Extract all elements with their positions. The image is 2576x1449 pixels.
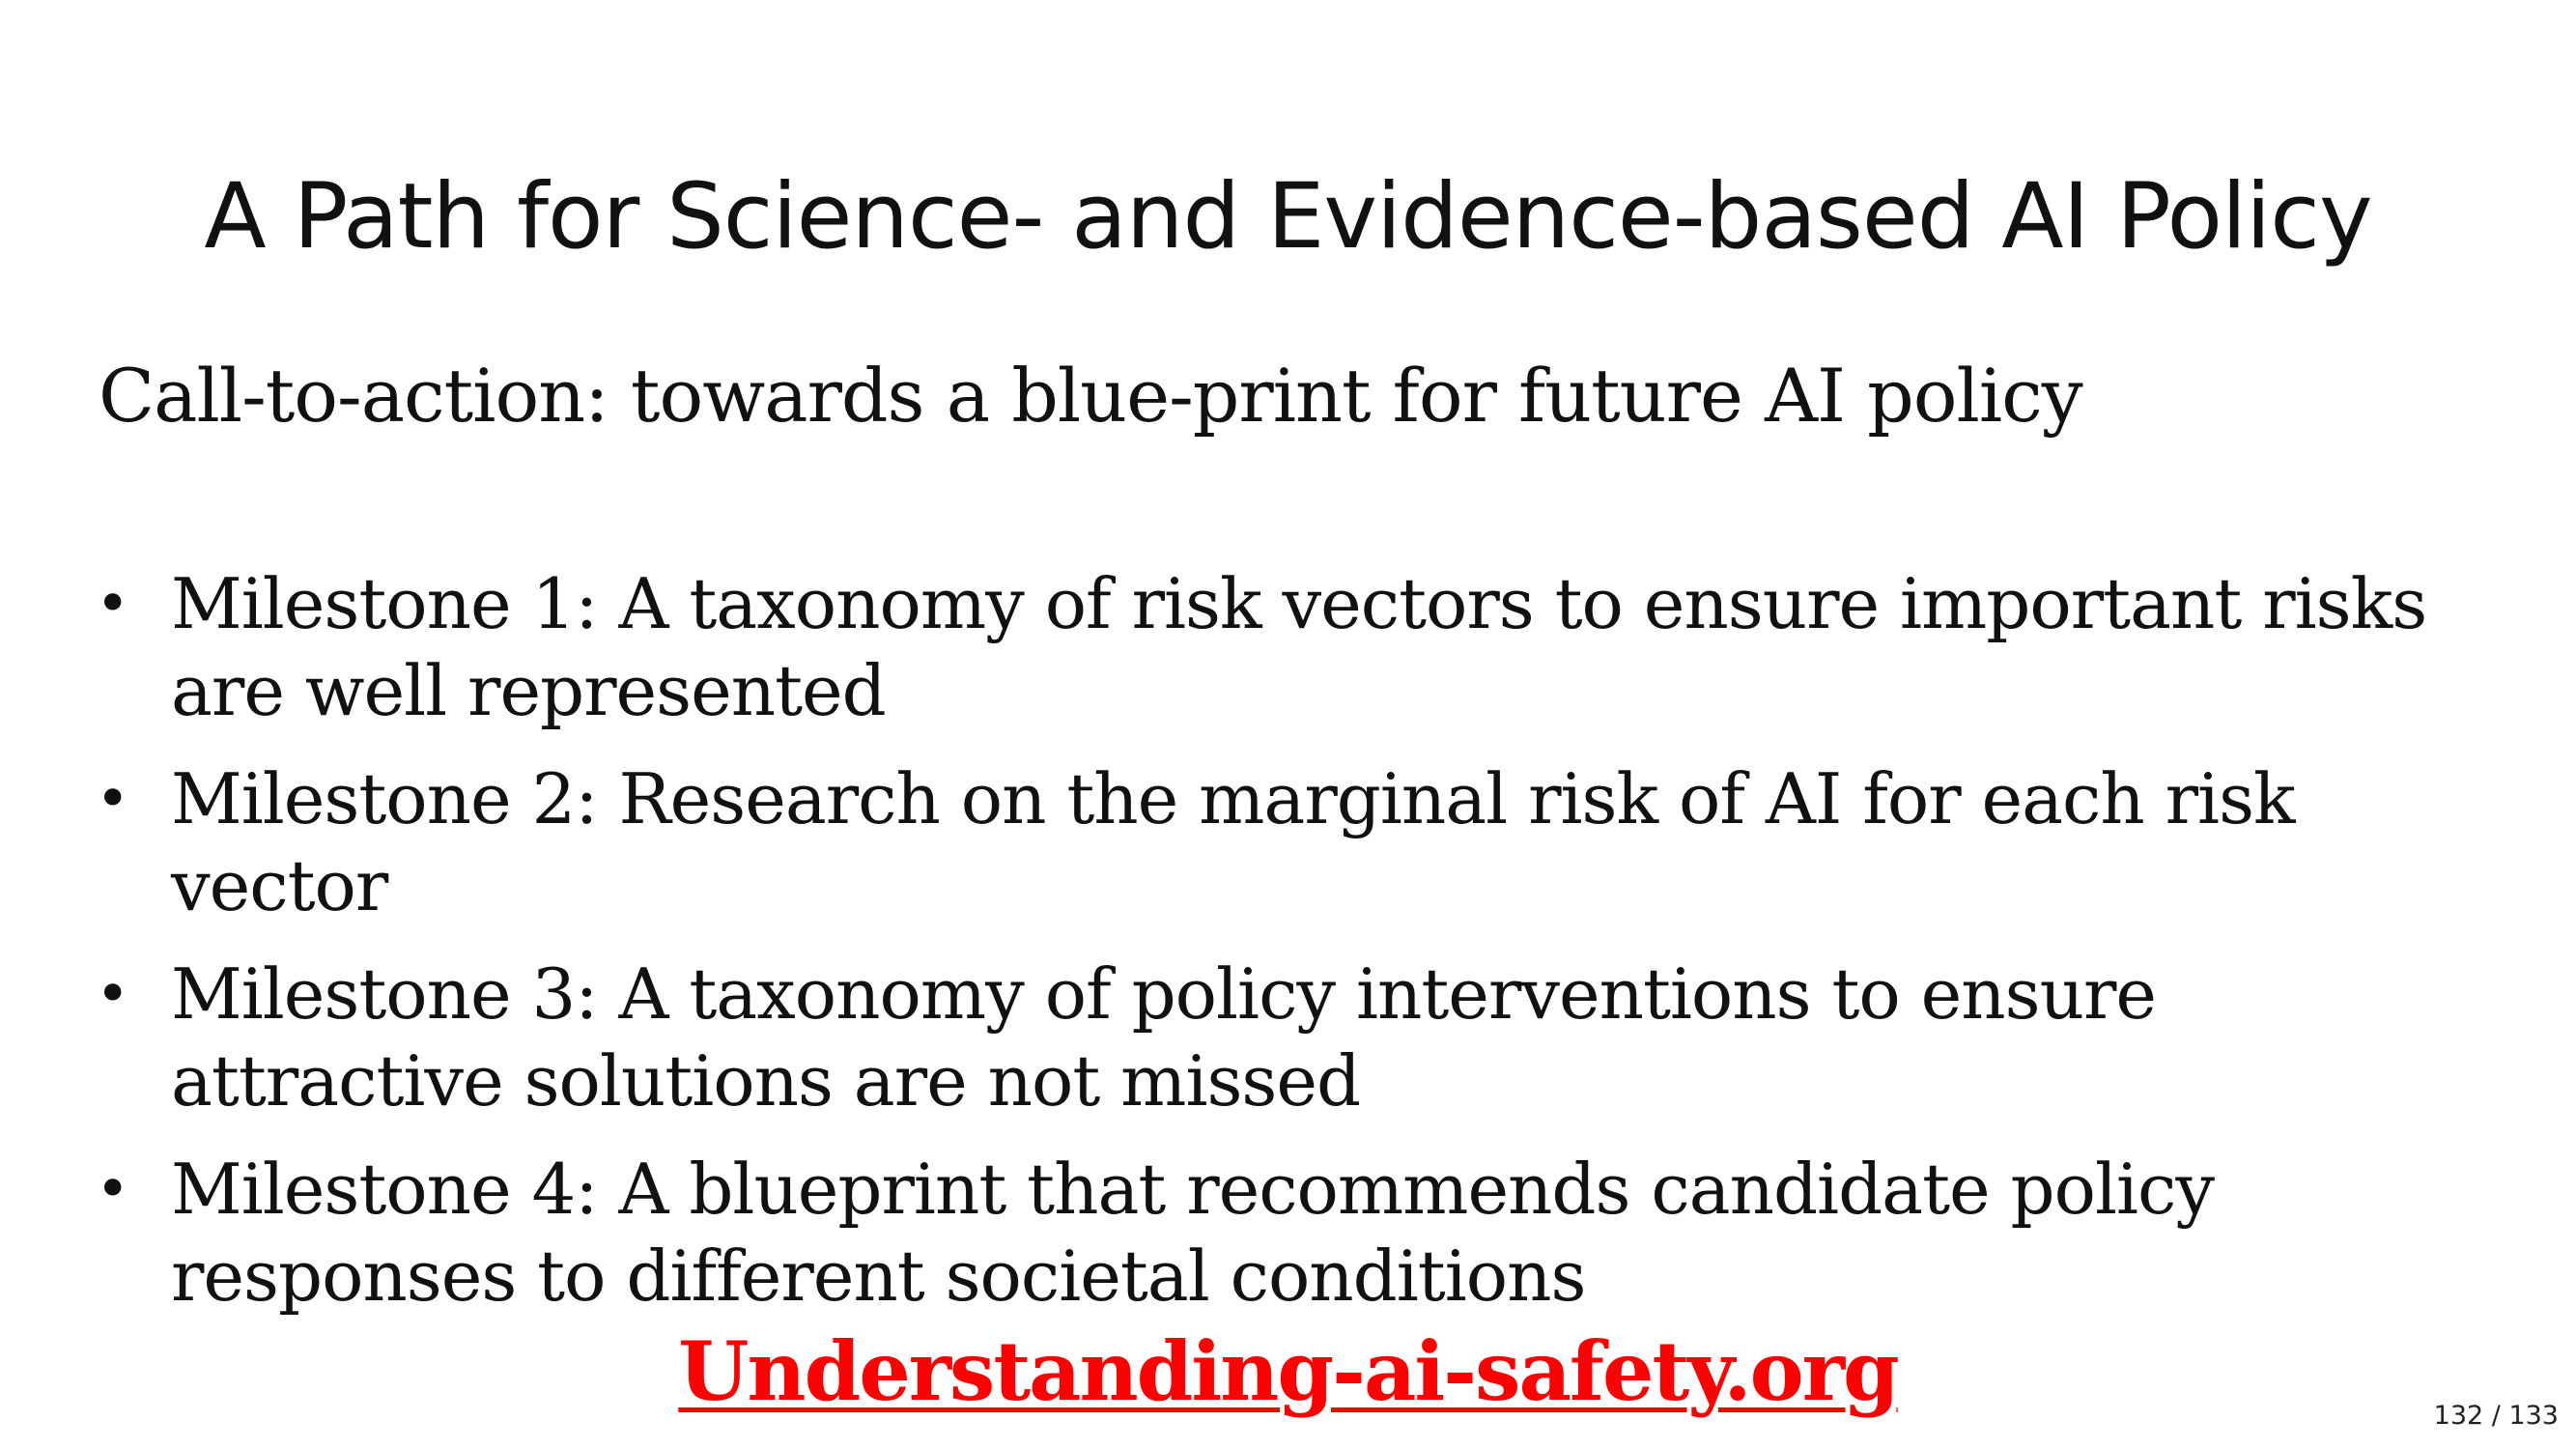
- milestone-item-2: [92, 755, 2506, 929]
- milestone-item-4: [92, 1146, 2506, 1320]
- milestone-text: Milestone 3: A taxonomy of policy interventions to ensure attractive solutions are not missed: [171, 953, 2156, 1122]
- slide-subtitle: Call-to-action: towards a blue-print for future AI policy: [99, 353, 2082, 439]
- bullet-icon: •: [96, 1155, 129, 1223]
- milestone-text: Milestone 1: A taxonomy of risk vectors to ensure important risks are well represented: [171, 563, 2427, 731]
- milestone-item-3: [92, 951, 2506, 1124]
- bullet-icon: •: [96, 765, 129, 833]
- page-number: 132 / 133: [2433, 1401, 2559, 1431]
- milestone-item-1: [92, 560, 2506, 734]
- milestone-list: [92, 560, 2506, 1341]
- milestone-text: Milestone 2: Research on the marginal risk of AI for each risk vector: [171, 758, 2295, 926]
- bullet-icon: •: [96, 960, 129, 1028]
- slide-title: A Path for Science- and Evidence-based AI Policy: [204, 164, 2372, 270]
- website-link[interactable]: Understanding-ai-safety.org: [678, 1323, 1898, 1419]
- milestone-text: Milestone 4: A blueprint that recommends candidate policy responses to different societal conditions: [171, 1149, 2215, 1317]
- bullet-icon: •: [96, 570, 129, 638]
